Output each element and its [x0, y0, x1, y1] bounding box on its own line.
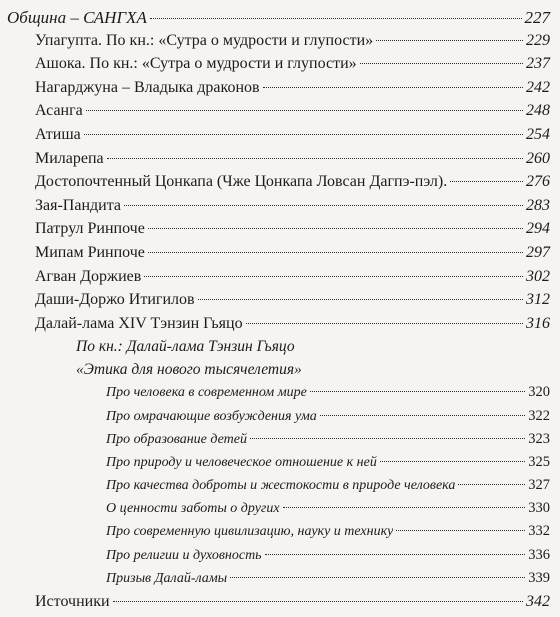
toc-page-number: 336: [528, 546, 550, 563]
toc-page-number: 316: [526, 314, 550, 332]
toc-leader-dots: [263, 87, 523, 88]
toc-page-number: 342: [526, 593, 550, 610]
toc-section-sangha[interactable]: [0, 8, 560, 32]
toc-subentry[interactable]: [0, 570, 560, 593]
toc-entry-title: Источники: [35, 593, 110, 610]
toc-entry-title: Про религии и духовность: [106, 547, 262, 563]
toc-leader-dots: [458, 484, 525, 485]
toc-leader-dots: [148, 228, 523, 229]
toc-entry-title: Миларепа: [35, 149, 104, 167]
toc-entry[interactable]: [0, 150, 560, 174]
toc-entry-title: Даши-Доржо Итигилов: [35, 291, 195, 309]
toc-leader-dots: [265, 554, 526, 555]
toc-leader-dots: [113, 601, 523, 602]
toc-page-number: 248: [526, 102, 550, 120]
toc-entry-title: Мипам Ринпоче: [35, 243, 145, 261]
toc-page-number: 297: [526, 243, 550, 261]
toc-entry[interactable]: [0, 315, 560, 339]
toc-entry-sources[interactable]: [0, 593, 560, 617]
toc-leader-dots: [198, 299, 523, 300]
toc-page-number: 254: [526, 125, 550, 143]
toc-entry-title: Про качества доброты и жестокости в природе человека: [106, 478, 456, 494]
toc-page-number: 302: [526, 267, 550, 285]
toc-entry[interactable]: [0, 268, 560, 292]
toc-leader-dots: [396, 530, 525, 531]
toc-page-number: 325: [528, 453, 550, 470]
toc-entry-title: Агван Доржиев: [35, 267, 142, 285]
toc-page-number: 332: [528, 523, 550, 540]
toc-entry[interactable]: [0, 220, 560, 244]
toc-entry[interactable]: [0, 32, 560, 56]
toc-entry-title: Про природу и человеческое отношение к ней: [106, 454, 377, 470]
toc-page-number: 237: [526, 55, 550, 73]
toc-leader-dots: [380, 461, 525, 462]
toc-leader-dots: [148, 252, 523, 253]
toc-leader-dots: [86, 110, 523, 111]
toc-page-number: 339: [528, 569, 550, 586]
toc-subentry[interactable]: [0, 523, 560, 546]
toc-page-number: 330: [528, 500, 550, 517]
toc-leader-dots: [320, 415, 525, 416]
toc-page-number: 327: [528, 477, 550, 494]
toc-page-number: 229: [526, 31, 550, 49]
toc-entry-title: Патрул Ринпоче: [35, 220, 145, 238]
toc-page-number: 276: [526, 173, 550, 191]
toc-subheading-text: По кн.: Далай-лама Тэнзин Гьяцо: [76, 338, 295, 356]
toc-entry-title: Община – САНГХА: [7, 8, 147, 27]
toc-entry[interactable]: [0, 197, 560, 221]
toc-entry[interactable]: [0, 126, 560, 150]
toc-page-number: 227: [524, 8, 550, 27]
toc-page-number: 312: [526, 291, 550, 309]
toc-entry[interactable]: [0, 173, 560, 197]
toc-entry-title: Атиша: [35, 125, 81, 143]
toc-entry[interactable]: [0, 55, 560, 79]
toc-entry-title: Далай-лама XIV Тэнзин Гьяцо: [35, 314, 243, 332]
toc-entry[interactable]: [0, 102, 560, 126]
toc-entry[interactable]: [0, 79, 560, 103]
toc-entry-title: Упагупта. По кн.: «Сутра о мудрости и глупости»: [35, 31, 374, 49]
toc-leader-dots: [283, 507, 526, 508]
toc-leader-dots: [246, 323, 523, 324]
toc-leader-dots: [450, 181, 523, 182]
toc-page-number: 322: [528, 407, 550, 424]
toc-leader-dots: [310, 391, 525, 392]
toc-entry-title: Призыв Далай-ламы: [106, 570, 228, 586]
toc-subheading-text: «Этика для нового тысячелетия»: [76, 361, 302, 379]
toc-page-number: 323: [528, 430, 550, 447]
toc-leader-dots: [376, 40, 523, 41]
toc-entry-title: Про омрачающие возбуждения ума: [106, 408, 317, 424]
toc-entry-title: Про человека в современном мире: [106, 385, 307, 401]
toc-subentry[interactable]: [0, 384, 560, 407]
toc-leader-dots: [107, 158, 523, 159]
toc-subentry[interactable]: [0, 547, 560, 570]
toc-entry[interactable]: [0, 244, 560, 268]
toc-entry-title: Про современную цивилизацию, науку и технику: [106, 524, 394, 540]
toc-entry-title: Достопочтенный Цонкапа (Чже Цонкапа Ловсан Дагпэ-пэл).: [35, 173, 448, 191]
toc-page-number: 260: [526, 149, 550, 167]
toc-entry-title: Ашока. По кн.: «Сутра о мудрости и глупости»: [35, 55, 357, 73]
toc-leader-dots: [150, 18, 522, 19]
toc-leader-dots: [360, 63, 523, 64]
toc-page-number: 242: [526, 78, 550, 96]
toc-subentry[interactable]: [0, 408, 560, 431]
toc-leader-dots: [250, 438, 525, 439]
toc-page-number: 294: [526, 220, 550, 238]
toc-subentry[interactable]: [0, 500, 560, 523]
toc-leader-dots: [124, 205, 523, 206]
toc-subheading-source: [0, 338, 560, 361]
toc-entry-title: Нагарджуна – Владыка драконов: [35, 78, 260, 96]
toc-entry[interactable]: [0, 291, 560, 315]
toc-entry-title: Асанга: [35, 102, 83, 120]
toc-subentry[interactable]: [0, 431, 560, 454]
toc-page-number: 283: [526, 196, 550, 214]
toc-entry-title: Про образование детей: [106, 431, 247, 447]
toc-subentry[interactable]: [0, 454, 560, 477]
toc-subentry[interactable]: [0, 477, 560, 500]
toc-entry-title: О ценности заботы о других: [106, 501, 280, 517]
toc-leader-dots: [84, 134, 523, 135]
toc-entry-title: Зая-Пандита: [35, 196, 122, 214]
toc-leader-dots: [144, 276, 523, 277]
toc-subheading-book: [0, 361, 560, 384]
toc-page-number: 320: [528, 384, 550, 401]
